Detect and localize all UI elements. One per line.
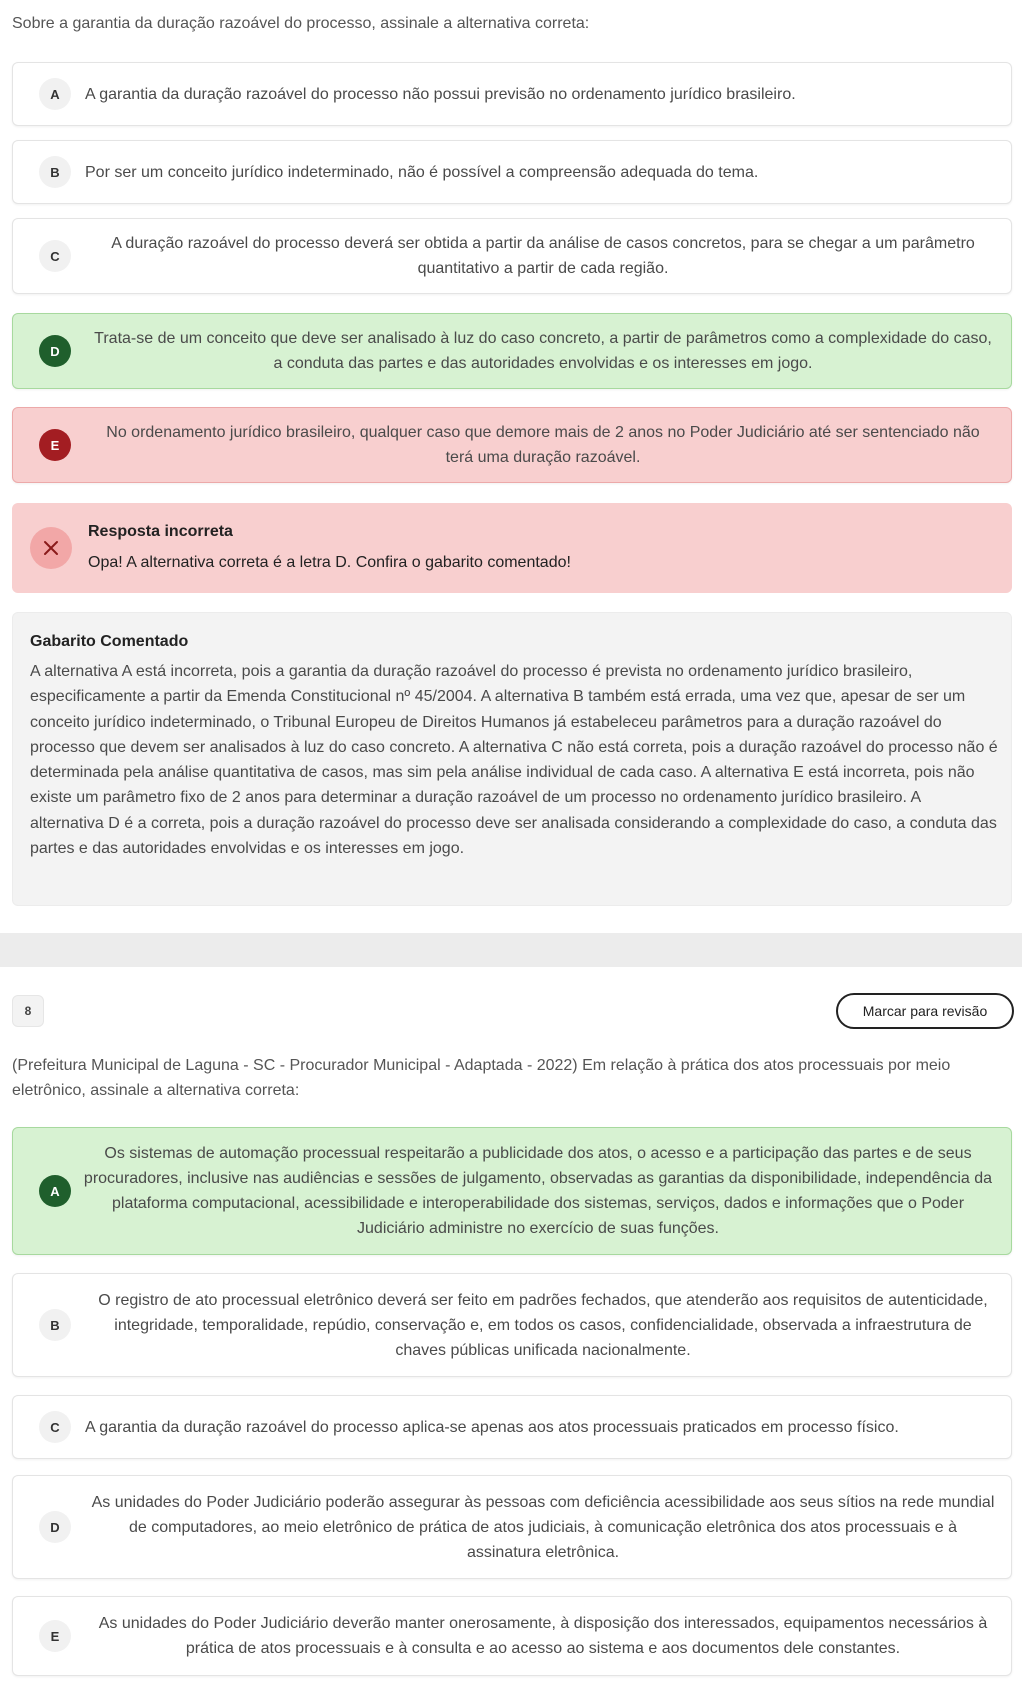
option-letter-badge: C xyxy=(39,240,71,272)
option-d-correct[interactable] xyxy=(12,313,1012,389)
close-icon xyxy=(30,527,72,569)
option-e[interactable] xyxy=(12,1596,1012,1676)
question-prompt: Sobre a garantia da duração razoável do processo, assinale a alternativa correta: xyxy=(12,15,590,32)
option-text: A garantia da duração razoável do processo aplica-se apenas aos atos processuais praticados em processo físico. xyxy=(85,1418,899,1436)
feedback-message: Opa! A alternativa correta é a letra D. Confira o gabarito comentado! xyxy=(88,554,571,571)
question-prompt: (Prefeitura Municipal de Laguna - SC - Procurador Municipal - Adaptada - 2022) Em relação à prática dos atos processuais por meio eletrônico, assinale a alternativa correta: xyxy=(12,1057,951,1099)
commented-answer xyxy=(12,612,1012,906)
option-c[interactable] xyxy=(12,218,1012,294)
option-letter-badge: E xyxy=(39,429,71,461)
option-text: Os sistemas de automação processual respeitarão a publicidade dos atos, o acesso e a participação das partes e de seus procuradores, inclusive nas audiências e sessões de julgamento, observadas as garantias da disponibilidade, independência da plataforma computacional, acessibilidade e interoperabilidade dos sistemas, serviços, dados e informações que o Poder Judiciário administre no exercício de suas funções. xyxy=(83,1145,993,1237)
question-separator xyxy=(0,933,1022,967)
option-letter-badge: B xyxy=(39,1309,71,1341)
option-letter-badge: A xyxy=(39,78,71,110)
commented-answer-body: A alternativa A está incorreta, pois a garantia da duração razoável do processo é prevista no ordenamento jurídico brasileiro, especificamente a partir da Emenda Constitucional nº 45/2004. A alternativa B também está errada, uma vez que, apesar de ser um conceito jurídico indeterminado, o Tribunal Europeu de Direitos Humanos já estabeleceu parâmetros para a duração razoável do processo que devem ser analisados à luz do caso concreto. A alternativa C não está correta, pois a duração razoável do processo não é determinada pela análise quantitativa de casos, mas sim pela análise individual de cada caso. A alternativa E está incorreta, pois não existe um parâmetro fixo de 2 anos para determinar a duração razoável de um processo no ordenamento jurídico brasileiro. A alternativa D é a correta, pois a duração razoável do processo deve ser analisada considerando a complexidade do caso, a conduta das partes e das autoridades envolvidas e os interesses em jogo. xyxy=(30,663,998,858)
option-text: As unidades do Poder Judiciário deverão manter onerosamente, à disposição dos interessados, equipamentos necessários à prática de atos processuais e à consulta e ao acesso ao sistema e aos documentos dele constantes. xyxy=(98,1615,988,1657)
option-text: Trata-se de um conceito que deve ser analisado à luz do caso concreto, a partir de parâmetros como a complexidade do caso, a conduta das partes e das autoridades envolvidas e os interesses em jogo. xyxy=(94,330,992,372)
option-e-selected-wrong[interactable] xyxy=(12,407,1012,483)
mark-for-review-button[interactable]: Marcar para revisão xyxy=(836,993,1014,1029)
option-b[interactable] xyxy=(12,1273,1012,1377)
option-letter-badge: B xyxy=(39,156,71,188)
option-letter-badge: E xyxy=(39,1620,71,1652)
option-letter-badge: D xyxy=(39,335,71,367)
option-text: A garantia da duração razoável do processo não possui previsão no ordenamento jurídico brasileiro. xyxy=(85,85,796,103)
option-b[interactable] xyxy=(12,140,1012,204)
feedback-title: Resposta incorreta xyxy=(88,523,233,540)
question-number: 8 xyxy=(12,995,44,1027)
feedback-incorrect xyxy=(12,503,1012,593)
option-text: Por ser um conceito jurídico indeterminado, não é possível a compreensão adequada do tema. xyxy=(85,163,759,181)
option-letter-badge: C xyxy=(39,1411,71,1443)
option-letter-badge: D xyxy=(39,1511,71,1543)
option-d[interactable] xyxy=(12,1475,1012,1579)
option-text: As unidades do Poder Judiciário poderão assegurar às pessoas com deficiência acessibilidade aos seus sítios na rede mundial de computadores, ao meio eletrônico de prática de atos judiciais, à comunicação eletrônica dos atos processuais e à assinatura eletrônica. xyxy=(91,1493,995,1561)
option-letter-badge: A xyxy=(39,1175,71,1207)
option-a[interactable] xyxy=(12,62,1012,126)
option-text: O registro de ato processual eletrônico deverá ser feito em padrões fechados, que atenderão aos requisitos de autenticidade, integridade, temporalidade, repúdio, conservação e, em todos os casos, confidencialidade, observada a infraestrutura de chaves públicas unificada nacionalmente. xyxy=(98,1291,988,1359)
option-a-correct[interactable] xyxy=(12,1127,1012,1255)
option-text: No ordenamento jurídico brasileiro, qualquer caso que demore mais de 2 anos no Poder Judiciário até ser sentenciado não terá uma duração razoável. xyxy=(106,424,980,466)
option-text: A duração razoável do processo deverá ser obtida a partir da análise de casos concretos, para se chegar a um parâmetro quantitativo a partir de cada região. xyxy=(111,235,975,277)
commented-answer-title: Gabarito Comentado xyxy=(30,633,189,650)
option-c[interactable] xyxy=(12,1395,1012,1459)
